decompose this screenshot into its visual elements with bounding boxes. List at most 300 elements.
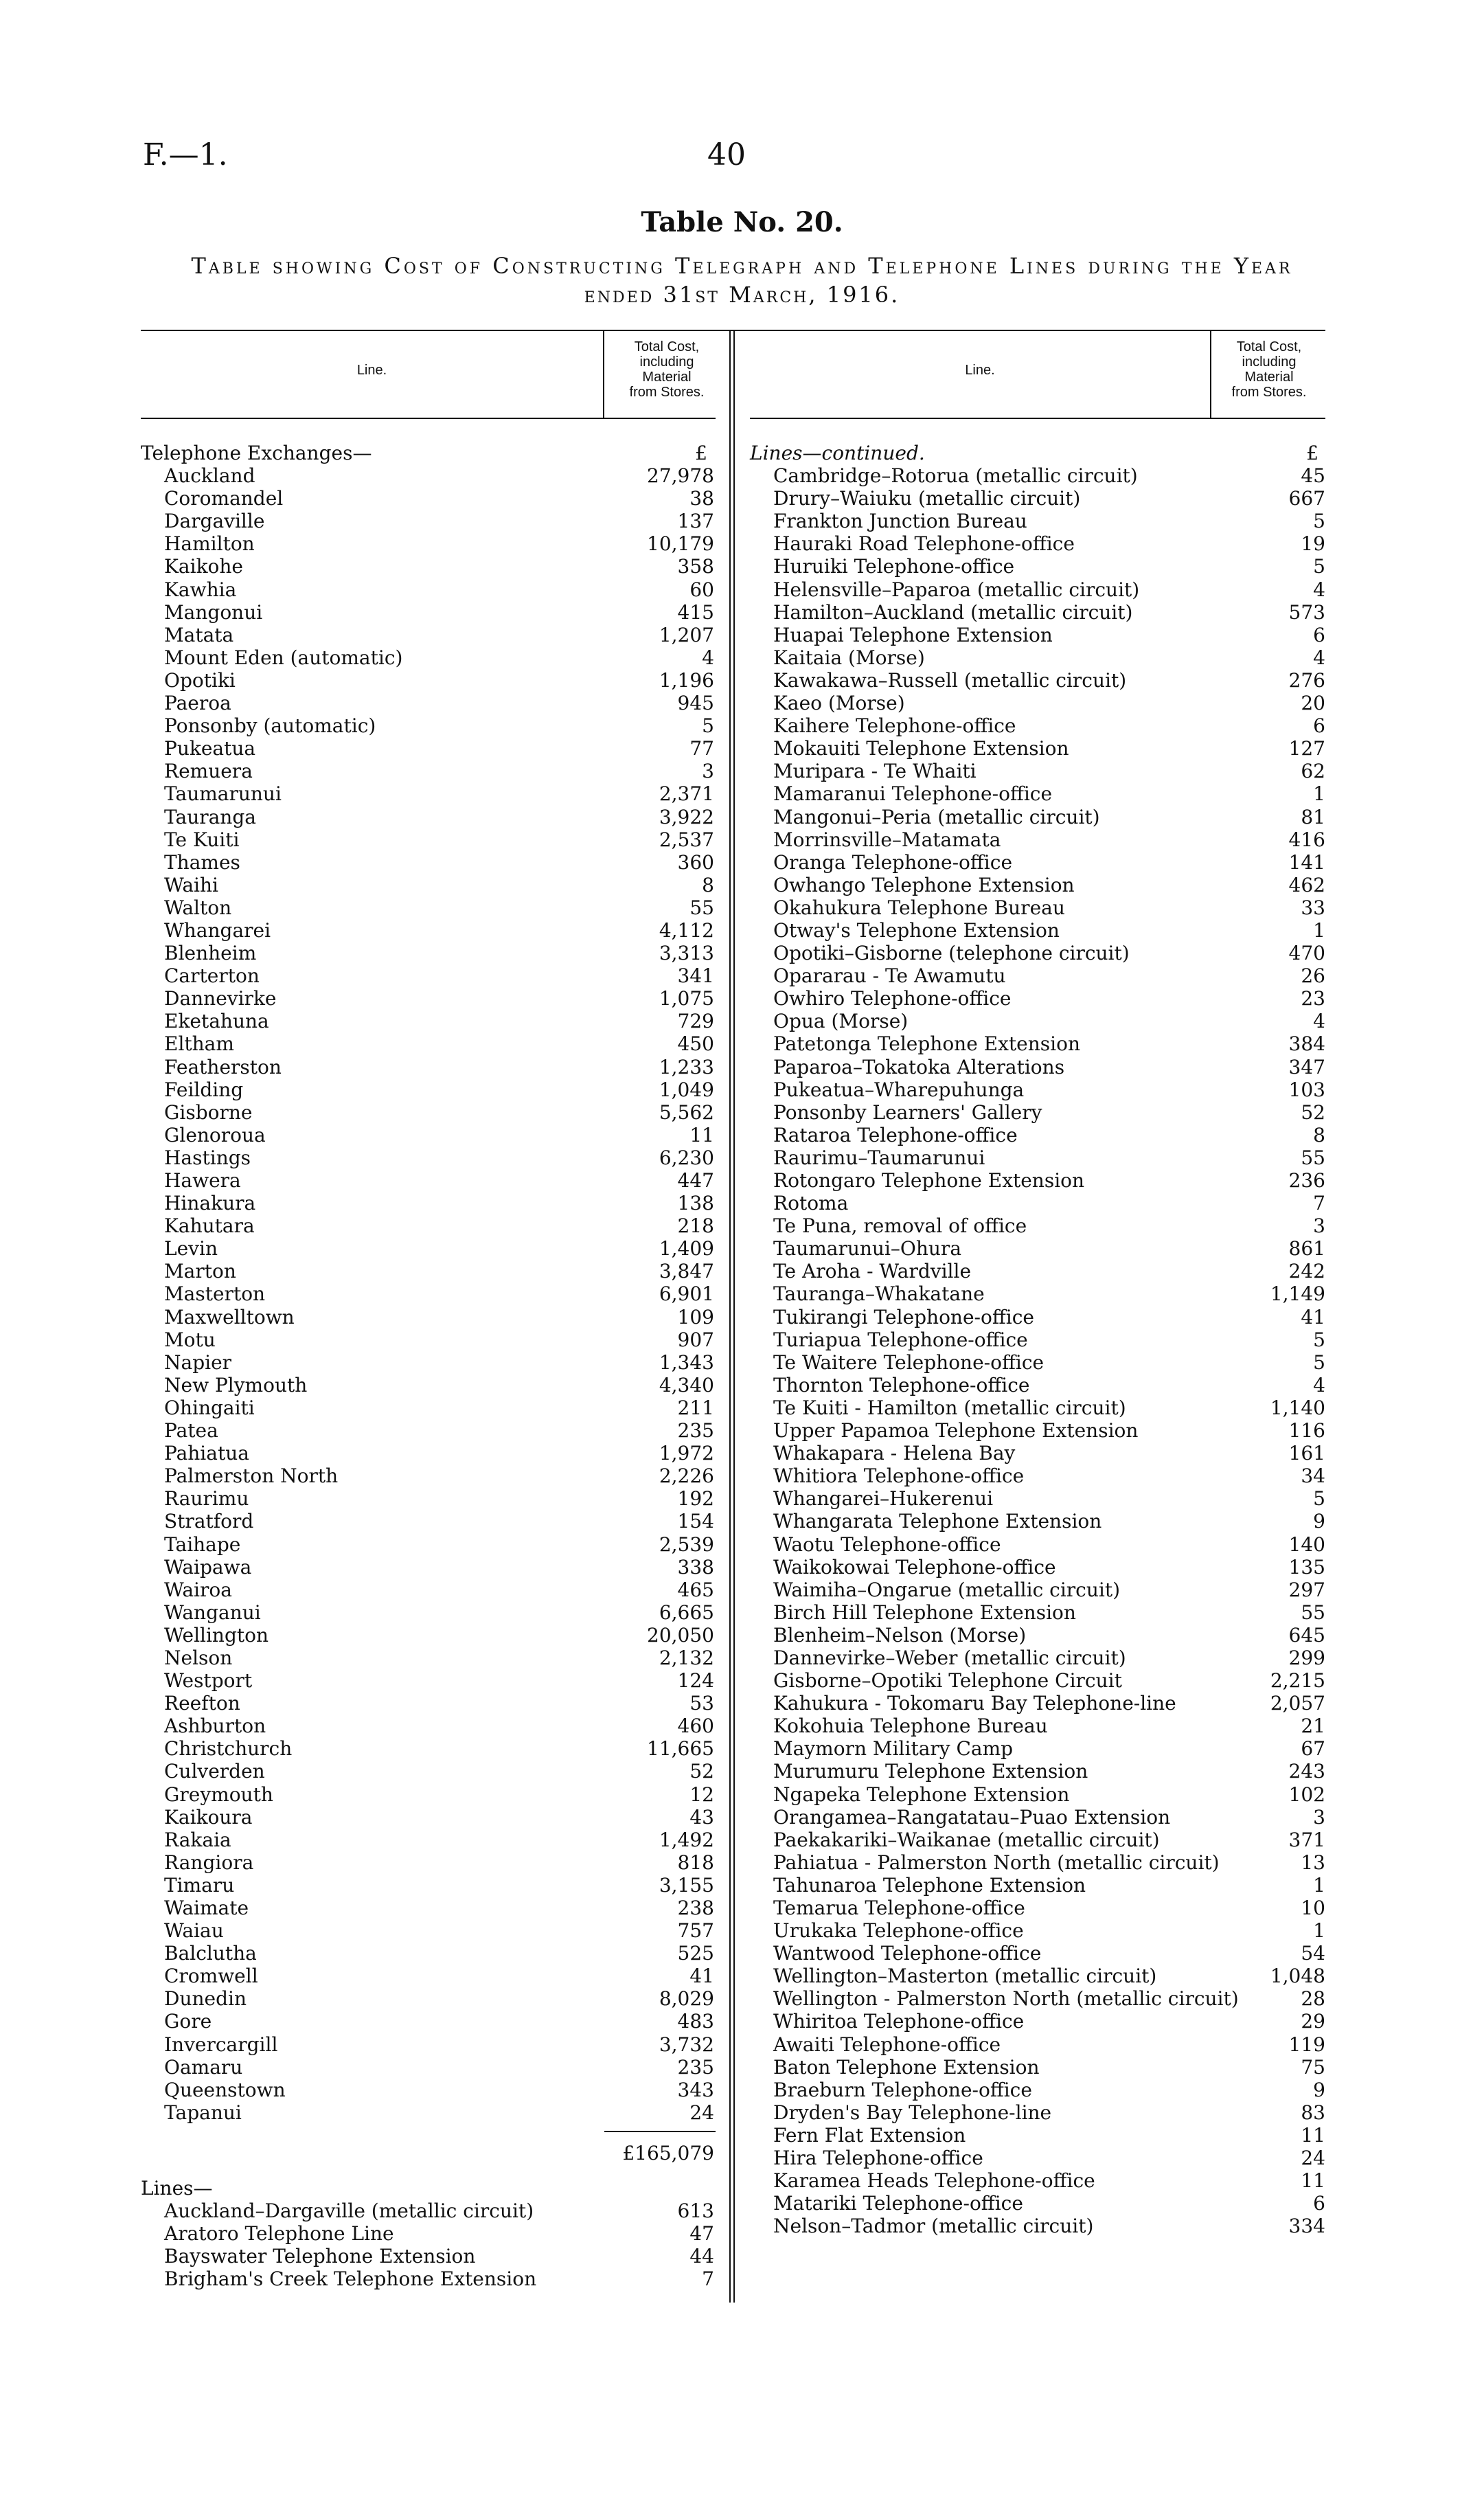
line-name: Wellington (164, 1623, 269, 1647)
cost-value: 8 (702, 873, 714, 896)
table-row (750, 2101, 1325, 2124)
cost-value: 77 (689, 737, 714, 760)
line-name: Blenheim–Nelson (Morse) (773, 1623, 1027, 1647)
line-name: Whangarei–Hukerenui (773, 1487, 994, 1511)
cost-value: 109 (677, 1305, 714, 1328)
cost-value: 818 (677, 1851, 714, 1874)
line-name: Mokauiti Telephone Extension (773, 737, 1069, 760)
cost-value: 81 (1301, 805, 1325, 828)
cost-value: 5 (1313, 1328, 1325, 1351)
line-name: Upper Papamoa Telephone Extension (773, 1419, 1139, 1443)
cost-value: 10,179 (647, 532, 714, 556)
cost-value: 5 (1313, 555, 1325, 578)
line-name: Napier (164, 1350, 232, 1374)
table-row (750, 2192, 1325, 2215)
line-name: Braeburn Telephone-office (773, 2078, 1032, 2101)
table-row (750, 1829, 1325, 1851)
line-name: Huapai Telephone Extension (773, 623, 1053, 646)
line-name: Glenoroua (164, 1123, 266, 1146)
cost-value: 343 (677, 2078, 714, 2101)
line-name: Featherston (164, 1055, 282, 1078)
table-row (750, 1533, 1325, 1556)
line-name: Rotongaro Telephone Extension (773, 1169, 1085, 1192)
table-row (750, 1874, 1325, 1897)
table-row (141, 669, 714, 692)
line-name: Dunedin (164, 1987, 247, 2011)
table-row (141, 578, 714, 601)
cost-value: 360 (677, 850, 714, 874)
cost-value: 4 (1313, 646, 1325, 669)
line-name: Paeroa (164, 692, 231, 715)
cost-head-3: Material (642, 370, 692, 385)
line-name: Ashburton (164, 1715, 266, 1738)
cost-value: 465 (677, 1578, 714, 1601)
table-row (141, 2056, 714, 2079)
cost-value: 43 (689, 1805, 714, 1829)
line-name: Greymouth (164, 1783, 273, 1806)
table-row (141, 1396, 714, 1419)
cost-value: 757 (677, 1919, 714, 1943)
line-name: Murumuru Telephone Extension (773, 1760, 1088, 1783)
table-row (141, 1192, 714, 1214)
total-value: £165,079 (622, 2141, 714, 2164)
cost-value: 33 (1301, 896, 1325, 919)
table-row (141, 1056, 714, 1078)
line-name: Waipawa (164, 1555, 252, 1579)
cost-value: 52 (1301, 1100, 1325, 1124)
line-name: Taihape (164, 1533, 241, 1556)
table-row (750, 1669, 1325, 1692)
cost-value: 127 (1288, 737, 1325, 760)
table-row (141, 1101, 714, 1124)
table-row (141, 2079, 714, 2101)
table-row (141, 1692, 714, 1715)
table-row (750, 1942, 1325, 1965)
table-row (141, 737, 714, 760)
cost-value: 2,132 (659, 1646, 714, 1669)
table-row (141, 1897, 714, 1919)
table-row (141, 1214, 714, 1237)
line-name: Okahukura Telephone Bureau (773, 896, 1065, 919)
table-row (750, 1078, 1325, 1101)
table-row (750, 1192, 1325, 1214)
line-name: Owhiro Telephone-office (773, 987, 1012, 1010)
table-row (750, 1737, 1325, 1760)
table-row (141, 1965, 714, 1987)
cost-value: 371 (1288, 1828, 1325, 1851)
section-heading (750, 442, 1325, 464)
table-row (750, 1282, 1325, 1305)
cost-value: 5 (1313, 1487, 1325, 1511)
table-row (750, 964, 1325, 987)
table-row (141, 1601, 714, 1624)
table-row (750, 487, 1325, 510)
cost-value: 154 (677, 1510, 714, 1533)
cost-value: 1,196 (659, 668, 714, 692)
table-row (141, 828, 714, 851)
table-row (750, 1760, 1325, 1783)
cost-value: 613 (677, 2200, 714, 2223)
table-row (750, 896, 1325, 919)
line-name: Culverden (164, 1760, 265, 1783)
line-name: Rakaia (164, 1828, 231, 1851)
line-name: Thornton Telephone-office (773, 1373, 1030, 1396)
table-row (141, 1306, 714, 1328)
table-row (750, 874, 1325, 896)
line-name: Pahiatua - Palmerston North (metallic circuit) (773, 1851, 1220, 1874)
line-name: Whiritoa Telephone-office (773, 2010, 1025, 2033)
cost-value: 1,233 (659, 1055, 714, 1078)
cost-value: 1,972 (659, 1442, 714, 1465)
table-row (750, 1647, 1325, 1669)
cost-value: 47 (689, 2222, 714, 2246)
cost-value: 1,409 (659, 1237, 714, 1260)
cost-value: 338 (677, 1555, 714, 1579)
line-name: Rangiora (164, 1851, 254, 1874)
lines-list (141, 2200, 714, 2290)
line-name: Stratford (164, 1510, 254, 1533)
table-row (141, 646, 714, 669)
cost-value: 460 (677, 1715, 714, 1738)
cost-value: 6,901 (659, 1282, 714, 1306)
line-name: Wellington - Palmerston North (metallic circuit) (773, 1987, 1239, 2011)
cost-head-1: Total Cost, (634, 339, 700, 354)
line-name: Thames (164, 850, 240, 874)
cost-value: 6 (1313, 623, 1325, 646)
line-name: Auckland–Dargaville (metallic circuit) (164, 2200, 534, 2223)
cost-value: 2,537 (659, 828, 714, 851)
total-rule (604, 2131, 716, 2132)
line-name: Tapanui (164, 2101, 242, 2124)
lines-list (750, 464, 1325, 2237)
cost-value: 12 (689, 1783, 714, 1806)
table-row (750, 1556, 1325, 1579)
table-row (141, 2033, 714, 2056)
cost-head-3: Material (1244, 370, 1294, 385)
cost-value: 55 (1301, 1601, 1325, 1624)
table-row (141, 1579, 714, 1601)
line-name: Invercargill (164, 2033, 278, 2056)
cost-value: 667 (1288, 487, 1325, 510)
table-row (750, 2215, 1325, 2237)
line-name: Hauraki Road Telephone-office (773, 532, 1075, 556)
cost-value: 9 (1313, 2078, 1325, 2101)
cost-value: 1 (1313, 782, 1325, 806)
cost-value: 341 (677, 964, 714, 988)
cost-value: 3 (1313, 1805, 1325, 1829)
line-name: Dryden's Bay Telephone-line (773, 2101, 1052, 2124)
cost-value: 384 (1288, 1032, 1325, 1056)
cost-value: 299 (1288, 1646, 1325, 1669)
table-row (141, 1237, 714, 1260)
cost-value: 28 (1301, 1987, 1325, 2011)
table-row (141, 1282, 714, 1305)
table-row (141, 1533, 714, 1556)
cost-value: 161 (1288, 1442, 1325, 1465)
cost-value: 9 (1313, 1510, 1325, 1533)
cost-head-2: including (1242, 354, 1297, 370)
cost-value: 137 (677, 510, 714, 533)
line-name: Huruiki Telephone-office (773, 555, 1015, 578)
cost-value: 119 (1288, 2033, 1325, 2056)
table-number: Table No. 20. (641, 206, 843, 238)
col-head-line-right: Line. (965, 363, 995, 378)
table-row (750, 987, 1325, 1010)
table-row (141, 2200, 714, 2222)
table-row (141, 1510, 714, 1533)
line-name: Opotiki–Gisborne (telephone circuit) (773, 942, 1130, 965)
cost-value: 8,029 (659, 1987, 714, 2011)
line-name: Helensville–Paparoa (metallic circuit) (773, 578, 1140, 601)
line-name: Frankton Junction Bureau (773, 510, 1027, 533)
cost-value: 470 (1288, 942, 1325, 965)
cost-value: 1,207 (659, 623, 714, 646)
cost-value: 525 (677, 1942, 714, 1965)
line-name: Auckland (164, 464, 255, 488)
line-name: Te Kuiti - Hamilton (metallic circuit) (773, 1396, 1126, 1419)
cost-value: 236 (1288, 1169, 1325, 1192)
cost-value: 55 (1301, 1146, 1325, 1169)
table-row (750, 464, 1325, 487)
line-name: Opua (Morse) (773, 1010, 909, 1033)
cost-value: 483 (677, 2010, 714, 2033)
table-row (750, 828, 1325, 851)
table-row (141, 964, 714, 987)
cost-value: 1,075 (659, 987, 714, 1010)
cost-value: 62 (1301, 760, 1325, 783)
table-row (141, 464, 714, 487)
cost-value: 3,847 (659, 1260, 714, 1283)
line-name: Muripara - Te Whaiti (773, 760, 977, 783)
table-row (750, 1851, 1325, 1874)
table-row (141, 760, 714, 782)
cost-value: 4,340 (659, 1373, 714, 1396)
col-head-line-left: Line. (356, 363, 387, 378)
table-row (141, 624, 714, 646)
line-name: Hamilton (164, 532, 255, 556)
table-row (750, 1124, 1325, 1146)
cost-value: 6 (1313, 2192, 1325, 2215)
cost-value: 135 (1288, 1555, 1325, 1579)
line-name: Walton (164, 896, 232, 919)
line-name: Kahutara (164, 1214, 255, 1238)
table-row (750, 1101, 1325, 1124)
table-row (750, 1396, 1325, 1419)
cost-value: 75 (1301, 2055, 1325, 2079)
line-name: Hastings (164, 1146, 251, 1169)
table-row (750, 851, 1325, 874)
cost-value: 27,978 (647, 464, 714, 488)
cost-value: 1 (1313, 918, 1325, 942)
cost-head-4: from Stores. (629, 385, 705, 400)
table-row (750, 1032, 1325, 1055)
table-row (750, 1351, 1325, 1374)
line-name: Kawakawa–Russell (metallic circuit) (773, 668, 1127, 692)
table-row (750, 2169, 1325, 2192)
line-name: Eltham (164, 1032, 234, 1056)
table-row (141, 1669, 714, 1692)
table-row (750, 1579, 1325, 1601)
line-name: Temarua Telephone-office (773, 1897, 1025, 1919)
cost-value: 116 (1288, 1419, 1325, 1443)
cost-value: 5,562 (659, 1100, 714, 1124)
table-row (750, 1010, 1325, 1032)
cost-value: 3,313 (659, 942, 714, 965)
cost-value: 83 (1301, 2101, 1325, 2124)
line-name: Nelson (164, 1646, 233, 1669)
line-name: Mount Eden (automatic) (164, 646, 403, 669)
table-row (141, 1078, 714, 1101)
cost-head-2: including (639, 354, 694, 370)
cost-value: 20,050 (647, 1623, 714, 1647)
table-row (750, 806, 1325, 828)
cost-value: 13 (1301, 1851, 1325, 1874)
cost-value: 141 (1288, 850, 1325, 874)
table-row (750, 2124, 1325, 2147)
line-name: Hawera (164, 1169, 241, 1192)
col-head-cost-left (604, 339, 729, 400)
table-row (750, 532, 1325, 555)
line-name: Turiapua Telephone-office (773, 1328, 1028, 1351)
cost-value: 21 (1301, 1715, 1325, 1738)
line-name: Baton Telephone Extension (773, 2055, 1040, 2079)
cost-value: 34 (1301, 1465, 1325, 1488)
cost-value: 243 (1288, 1760, 1325, 1783)
line-name: Te Kuiti (164, 828, 240, 851)
line-name: Te Aroha - Wardville (773, 1260, 972, 1283)
table-row (141, 1442, 714, 1465)
cost-value: 1,149 (1270, 1282, 1325, 1306)
line-name: Gisborne (164, 1100, 253, 1124)
table-row (750, 578, 1325, 601)
cost-value: 26 (1301, 964, 1325, 988)
cost-value: 1,049 (659, 1078, 714, 1101)
table-row (141, 1328, 714, 1351)
table-row (141, 1783, 714, 1806)
cost-value: 297 (1288, 1578, 1325, 1601)
line-name: Waimiha–Ongarue (metallic circuit) (773, 1578, 1121, 1601)
cost-value: 11 (1301, 2123, 1325, 2147)
cost-value: 3,155 (659, 1873, 714, 1897)
line-name: Kaihere Telephone-office (773, 714, 1016, 738)
cost-value: 447 (677, 1169, 714, 1192)
cost-value: 415 (677, 600, 714, 624)
cost-value: 1,048 (1270, 1965, 1325, 1988)
section-title: Lines—continued. (750, 442, 925, 464)
line-name: Pukeatua–Wharepuhunga (773, 1078, 1025, 1101)
page-number: 40 (707, 137, 746, 172)
table-row (141, 510, 714, 532)
cost-value: 19 (1301, 532, 1325, 556)
line-name: Palmerston North (164, 1465, 339, 1488)
line-name: Wantwood Telephone-office (773, 1942, 1042, 1965)
cost-value: 945 (677, 692, 714, 715)
line-name: Patea (164, 1419, 218, 1443)
table-row (141, 1806, 714, 1829)
cost-value: 41 (689, 1965, 714, 1988)
line-name: Tauranga–Whakatane (773, 1282, 985, 1306)
section-heading (141, 2177, 714, 2200)
cost-value: 573 (1288, 600, 1325, 624)
table-row (750, 1419, 1325, 1442)
line-name: Patetonga Telephone Extension (773, 1032, 1080, 1056)
line-name: Whitiora Telephone-office (773, 1465, 1025, 1488)
table-row (141, 942, 714, 964)
table-row (141, 532, 714, 555)
cost-value: 52 (689, 1760, 714, 1783)
line-name: Whakapara - Helena Bay (773, 1442, 1016, 1465)
cost-value: 729 (677, 1010, 714, 1033)
cost-value: 242 (1288, 1260, 1325, 1283)
line-name: Urukaka Telephone-office (773, 1919, 1024, 1943)
line-name: Waotu Telephone-office (773, 1533, 1001, 1556)
cost-value: 907 (677, 1328, 714, 1351)
line-name: Opotiki (164, 668, 236, 692)
line-name: Wellington–Masterton (metallic circuit) (773, 1965, 1157, 1988)
line-name: Tauranga (164, 805, 256, 828)
cost-value: 2,539 (659, 1533, 714, 1556)
cost-value: 11,665 (647, 1737, 714, 1761)
line-name: Birch Hill Telephone Extension (773, 1601, 1076, 1624)
line-name: Westport (164, 1669, 253, 1693)
table-row (141, 1942, 714, 1965)
cost-value: 29 (1301, 2010, 1325, 2033)
table-row (750, 510, 1325, 532)
cost-value: 3,732 (659, 2033, 714, 2056)
line-name: Queenstown (164, 2078, 286, 2101)
line-name: Raurimu–Taumarunui (773, 1146, 985, 1169)
line-name: Kaikohe (164, 555, 243, 578)
table-row (141, 1465, 714, 1487)
cost-value: 334 (1288, 2215, 1325, 2238)
cost-head-4: from Stores. (1231, 385, 1307, 400)
line-name: Blenheim (164, 942, 257, 965)
table-row (750, 1374, 1325, 1396)
table-row (750, 669, 1325, 692)
cost-value: 2,371 (659, 782, 714, 806)
line-name: Waihi (164, 873, 218, 896)
table-row (141, 1851, 714, 1874)
table-row (750, 1328, 1325, 1351)
table-row (750, 2033, 1325, 2056)
line-name: Waimate (164, 1897, 249, 1919)
table-row (141, 601, 714, 624)
table-row (141, 1760, 714, 1783)
table-row (750, 646, 1325, 669)
table-row (750, 1260, 1325, 1282)
cost-value: 55 (689, 896, 714, 919)
line-name: Drury–Waiuku (metallic circuit) (773, 487, 1081, 510)
cost-value: 6,665 (659, 1601, 714, 1624)
line-name: Bayswater Telephone Extension (164, 2245, 476, 2268)
table-row (750, 2147, 1325, 2169)
line-name: Tukirangi Telephone-office (773, 1305, 1034, 1328)
line-name: Motu (164, 1328, 216, 1351)
line-name: Ngapeka Telephone Extension (773, 1783, 1070, 1806)
table-row (141, 2010, 714, 2033)
table-row (750, 1442, 1325, 1465)
line-name: Marton (164, 1260, 236, 1283)
cost-value: 1,492 (659, 1828, 714, 1851)
line-name: Reefton (164, 1692, 240, 1715)
header-bottom-rule-right (750, 418, 1325, 419)
line-name: Oamaru (164, 2055, 243, 2079)
cost-value: 20 (1301, 692, 1325, 715)
table-row (141, 1487, 714, 1510)
line-name: Kokohuia Telephone Bureau (773, 1715, 1048, 1738)
table-row (141, 1169, 714, 1192)
line-name: Ponsonby Learners' Gallery (773, 1100, 1042, 1124)
